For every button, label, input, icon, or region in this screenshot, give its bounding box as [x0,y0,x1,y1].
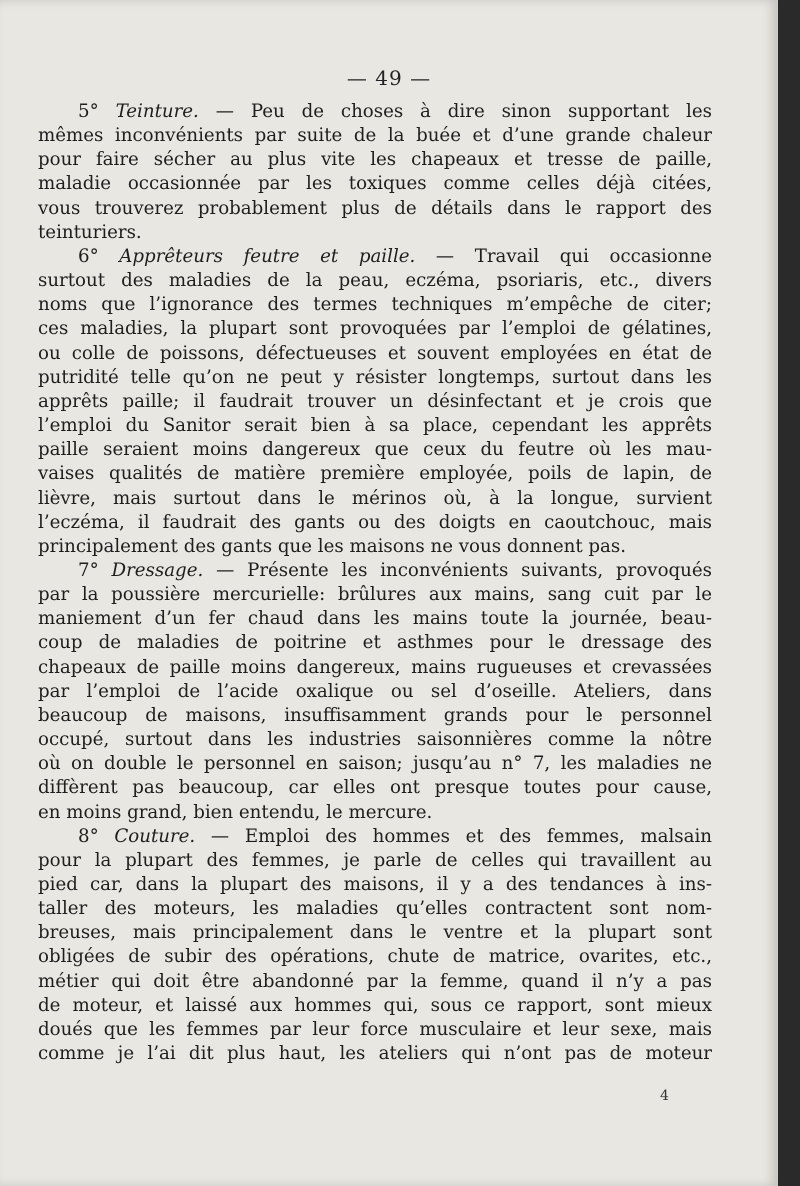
text-line: où on double le personnel en saison; jusqu’au n° 7, les maladies ne [38,753,712,775]
section-number: 8° [78,825,99,847]
text-line: maniement d’un fer chaud dans les mains toute la journée, beau- [38,608,712,630]
text-line: breuses, mais principalement dans le ventre et la plupart sont [38,922,712,944]
paragraph-dressage [38,559,712,825]
text-line: l’eczéma, il faudrait des gants ou des doigts en caoutchouc, mais [38,511,712,533]
text-line: putridité telle qu’on ne peut y résister longtemps, surtout dans les [38,366,712,388]
text-line: doués que les femmes par leur force musculaire et leur sexe, mais [38,1018,712,1040]
text-line: ces maladies, la plupart sont provoquées par l’emploi de gélatines, [38,318,712,340]
text-line: teinturiers. [38,221,142,243]
section-number: 5° [78,101,99,122]
body-text [38,100,712,1066]
text-line: principalement des gants que les maisons ne vous donnent pas. [38,535,627,557]
text-line: 6° Apprêteurs feutre et paille. — Travail qui occasionne [78,245,712,267]
text-line: obligées de subir des opérations, chute de matrice, ovarites, etc., [38,946,712,968]
text-line: paille seraient moins dangereux que ceux du feutre où les mau- [38,439,712,461]
section-number: 6° [78,245,99,267]
text-line: de moteur, et laissé aux hommes qui, sous ce rapport, sont mieux [38,994,712,1016]
text-line: 8° Couture. — Emploi des hommes et des femmes, malsain [78,825,712,847]
text-line: chapeaux de paille moins dangereux, mains rugueuses et crevassées [38,656,712,678]
text-line: en moins grand, bien entendu, le mercure. [38,801,433,823]
dash: — [210,825,230,847]
text-line: métier qui doit être abandonné par la femme, quand il n’y a pas [38,970,712,992]
paragraph-couture [38,825,712,1067]
signature-mark: 4 [660,1088,669,1104]
text-line: pour la plupart des femmes, je parle de celles qui travaillent au [38,849,712,871]
text-line: vous trouverez probablement plus de détails dans le rapport des [38,197,712,219]
text-line: l’emploi du Sanitor serait bien à sa place, cependant les apprêts [38,415,712,437]
text-line: pour faire sécher au plus vite les chapeaux et tresse de paille, [38,149,712,171]
text-line: noms que l’ignorance des termes techniques m’empêche de citer; [38,294,712,316]
dash: — [215,101,234,122]
section-heading: Teinture. [115,101,199,122]
dash: — [435,245,455,267]
section-heading: Dressage. [111,559,204,581]
text-line: apprêts paille; il faudrait trouver un désinfectant et je crois que [38,390,712,412]
text-line: taller des moteurs, les maladies qu’elles contractent sont nom- [38,898,712,920]
text-line: maladie occasionnée par les toxiques comme celles déjà citées, [38,173,712,195]
section-number: 7° [78,559,99,581]
text-line: coup de maladies de poitrine et asthmes pour le dressage des [38,632,712,654]
text-line: lièvre, mais surtout dans le mérinos où, à la longue, survient [38,487,712,509]
text-line: par l’emploi de l’acide oxalique ou sel d’oseille. Ateliers, dans [38,680,712,702]
text-line: pied car, dans la plupart des maisons, il y a des tendances à ins- [38,874,712,895]
text-line: 7° Dressage. — Présente les inconvénients suivants, provoqués [78,559,712,581]
page-number: — 49 — [346,66,432,90]
text-line: vaises qualités de matière première employée, poils de lapin, de [38,463,712,485]
section-heading: Apprêteurs feutre et paille. [119,245,416,267]
text-line: par la poussière mercurielle: brûlures aux mains, sang cuit par le [38,584,712,606]
paragraph-appreteurs [38,245,712,559]
text-line: surtout des maladies de la peau, eczéma, psoriaris, etc., divers [38,270,712,292]
section-heading: Couture. [114,825,196,847]
text-line: 5° Teinture. — Peu de choses à dire sinon supportant les [78,101,712,122]
text-line: mêmes inconvénients par suite de la buée et d’une grande chaleur [38,125,712,147]
text-line: diffèrent pas beaucoup, car elles ont presque toutes pour cause, [38,777,712,799]
text-line: comme je l’ai dit plus haut, les ateliers qui n’ont pas de moteur [38,1043,712,1065]
text-line: occupé, surtout dans les industries saisonnières comme la nôtre [38,729,712,751]
dash: — [216,559,235,581]
text-line: ou colle de poissons, défectueuses et souvent employées en état de [38,342,712,364]
text-line: beaucoup de maisons, insuffisamment grands pour le personnel [38,704,712,726]
paragraph-teinture [38,100,712,245]
